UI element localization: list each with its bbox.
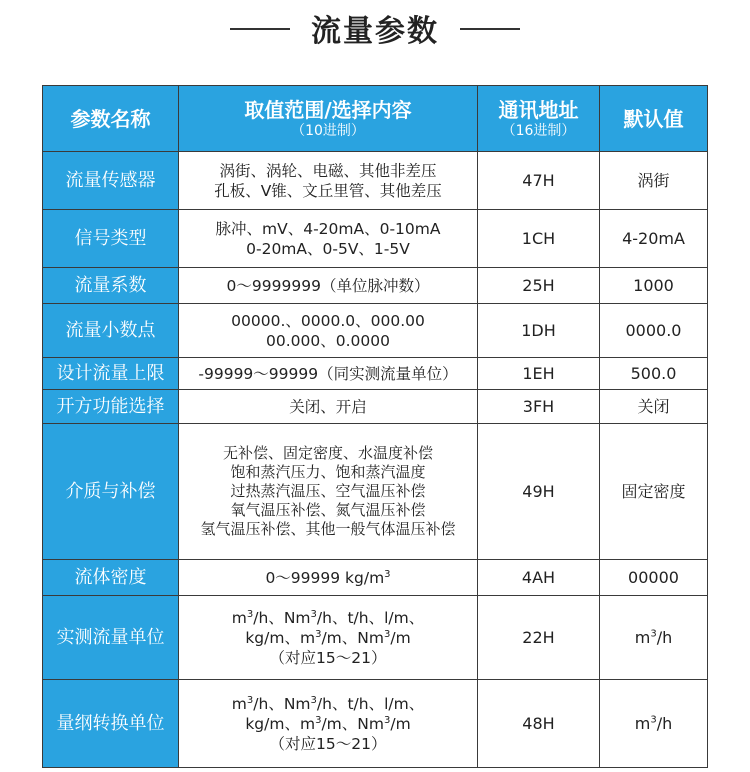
param-address-cell: 4AH: [478, 560, 600, 596]
flow-parameter-table: [42, 85, 708, 768]
param-address-cell: 49H: [478, 424, 600, 560]
table-header-row: [43, 86, 708, 152]
range-line: 过热蒸汽温压、空气温压补偿: [230, 482, 426, 500]
header-range: 取值范围/选择内容 （10进制）: [179, 86, 478, 152]
param-default-cell: 关闭: [600, 390, 708, 424]
range-line: 无补偿、固定密度、水温度补偿: [222, 444, 433, 462]
param-default-cell: $m^3/h$: [600, 596, 708, 680]
param-default-cell: 500.0: [600, 358, 708, 390]
table-row: [43, 390, 708, 424]
param-name-cell: 流体密度: [43, 560, 179, 596]
param-name-cell: 流量传感器: [43, 152, 179, 210]
table-row: [43, 268, 708, 304]
range-line: 关闭、开启: [289, 397, 367, 416]
param-default-cell: $m^3/h$: [600, 680, 708, 768]
param-default-cell: 固定密度: [600, 424, 708, 560]
param-default-cell: 0000.0: [600, 304, 708, 358]
param-address-cell: 47H: [478, 152, 600, 210]
param-name-cell: 流量系数: [43, 268, 179, 304]
param-address-cell: 48H: [478, 680, 600, 768]
range-line: 饱和蒸汽压力、饱和蒸汽温度: [230, 463, 426, 481]
range-line: 0-20mA、0-5V、1-5V: [246, 239, 410, 258]
param-name-cell: 量纲转换单位: [43, 680, 179, 768]
param-address-cell: 25H: [478, 268, 600, 304]
range-line: 涡街、涡轮、电磁、其他非差压: [219, 161, 437, 180]
param-address-cell: 22H: [478, 596, 600, 680]
param-name-cell: 信号类型: [43, 210, 179, 268]
param-name-cell: 开方功能选择: [43, 390, 179, 424]
range-line: 孔板、V锥、文丘里管、其他差压: [214, 181, 442, 200]
range-line: -99999～99999（同实测流量单位）: [198, 364, 458, 383]
param-default-cell: 涡街: [600, 152, 708, 210]
param-range-cell: [179, 304, 478, 358]
param-name-cell: 实测流量单位: [43, 596, 179, 680]
param-address-cell: 1DH: [478, 304, 600, 358]
param-range-cell: $m^3/h$、Nm$^3$/h、t/h、l/m、 kg/m、$m^3/m$、Nm$^3$/m （对应15～21）: [179, 596, 478, 680]
param-range-cell: 0～99999 $kg/m^3$: [179, 560, 478, 596]
param-default-cell: 00000: [600, 560, 708, 596]
table-row: [43, 358, 708, 390]
param-address-cell: 1CH: [478, 210, 600, 268]
page-title: 流量参数: [311, 14, 439, 49]
range-line: 00000.、0000.0、000.00: [231, 311, 425, 330]
range-line: 0～9999999（单位脉冲数）: [226, 276, 430, 295]
param-default-cell: 1000: [600, 268, 708, 304]
param-range-cell: [179, 268, 478, 304]
title-divider-right: [460, 28, 520, 30]
table-row: [43, 304, 708, 358]
param-range-cell: [179, 390, 478, 424]
param-range-cell: [179, 358, 478, 390]
header-default: 默认值: [600, 86, 708, 152]
table-row: [43, 424, 708, 560]
range-line: 脉冲、mV、4-20mA、0-10mA: [215, 219, 441, 238]
param-range-cell: $m^3/h$、Nm$^3$/h、t/h、l/m、 kg/m、$m^3/m$、Nm$^3$/m （对应15～21）: [179, 680, 478, 768]
param-address-cell: 1EH: [478, 358, 600, 390]
param-range-cell: [179, 210, 478, 268]
param-name-cell: 设计流量上限: [43, 358, 179, 390]
param-range-cell: [179, 152, 478, 210]
param-address-cell: 3FH: [478, 390, 600, 424]
header-param-name: 参数名称: [43, 86, 179, 152]
table-row: [43, 152, 708, 210]
range-line: 氧气温压补偿、氮气温压补偿: [230, 501, 426, 519]
range-line: 00.000、0.0000: [266, 331, 390, 350]
table-row: [43, 210, 708, 268]
param-range-cell: [179, 424, 478, 560]
table-body: [43, 152, 708, 768]
param-name-cell: 介质与补偿: [43, 424, 179, 560]
range-line: 氢气温压补偿、其他一般气体温压补偿: [200, 520, 456, 538]
param-name-cell: 流量小数点: [43, 304, 179, 358]
table-row: [43, 560, 708, 596]
param-default-cell: 4-20mA: [600, 210, 708, 268]
table-row: [43, 596, 708, 680]
title-area: [0, 0, 750, 60]
table-row: [43, 680, 708, 768]
header-address: 通讯地址 （16进制）: [478, 86, 600, 152]
